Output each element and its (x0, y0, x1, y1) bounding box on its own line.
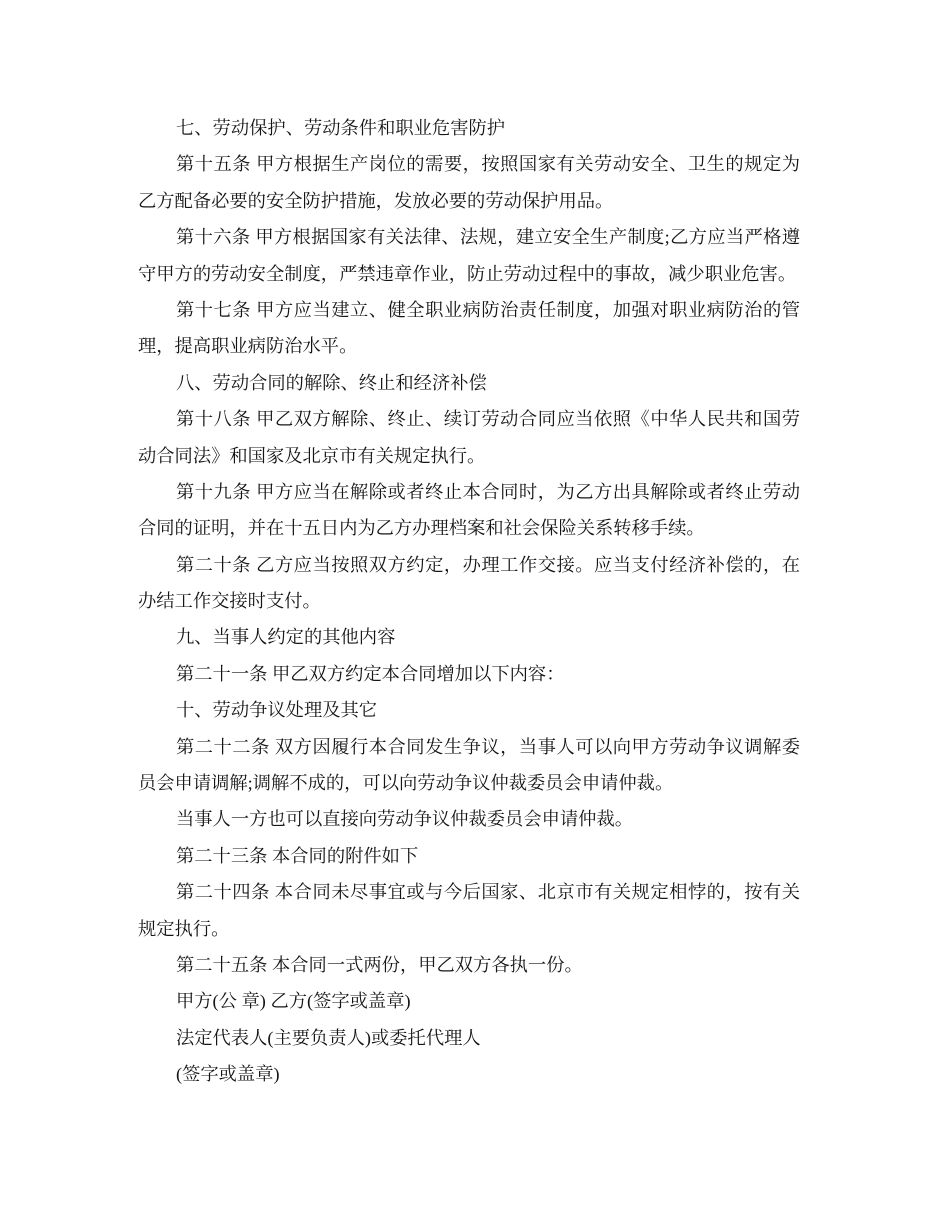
section-heading-8: 八、劳动合同的解除、终止和经济补偿 (176, 372, 487, 393)
document-body (138, 110, 800, 1093)
signature-seal-line: (签字或盖章) (176, 1064, 280, 1085)
clause-16-line-2: 守甲方的劳动安全制度，严禁违章作业，防止劳动过程中的事故，减少职业危害。 (138, 263, 797, 284)
signature-representative-line: 法定代表人(主要负责人)或委托代理人 (176, 1027, 481, 1048)
clause-22-line-1: 第二十二条 双方因履行本合同发生争议，当事人可以向甲方劳动争议调解委 (176, 736, 800, 757)
clause-18-line-1: 第十八条 甲乙双方解除、终止、续订劳动合同应当依照《中华人民共和国劳 (176, 409, 800, 430)
clause-24-line-1: 第二十四条 本合同未尽事宜或与今后国家、北京市有关规定相悖的，按有关 (176, 882, 800, 903)
section-heading-10: 十、劳动争议处理及其它 (176, 700, 378, 721)
clause-21-line-1: 第二十一条 甲乙双方约定本合同增加以下内容： (176, 663, 565, 684)
clause-20-line-1: 第二十条 乙方应当按照双方约定，办理工作交接。应当支付经济补偿的，在 (176, 554, 800, 575)
clause-25-line-1: 第二十五条 本合同一式两份，甲乙双方各执一份。 (176, 954, 583, 975)
clause-17-line-1: 第十七条 甲方应当建立、健全职业病防治责任制度，加强对职业病防治的管 (176, 299, 800, 320)
clause-23-line-1: 第二十三条 本合同的附件如下 (176, 845, 419, 866)
clause-19-line-1: 第十九条 甲方应当在解除或者终止本合同时，为乙方出具解除或者终止劳动 (176, 481, 800, 502)
section-heading-7: 七、劳动保护、劳动条件和职业危害防护 (176, 118, 506, 138)
clause-15-line-2: 乙方配备必要的安全防护措施，发放必要的劳动保护用品。 (138, 190, 614, 211)
clause-20-line-2: 办结工作交接时支付。 (138, 591, 321, 612)
clause-15-line-1: 第十五条 甲方根据生产岗位的需要，按照国家有关劳动安全、卫生的规定为 (176, 154, 800, 175)
clause-24-line-2: 规定执行。 (138, 918, 230, 939)
clause-22-line-2: 员会申请调解;调解不成的，可以向劳动争议仲裁委员会申请仲裁。 (138, 773, 674, 794)
clause-19-line-2: 合同的证明，并在十五日内为乙方办理档案和社会保险关系转移手续。 (138, 518, 705, 539)
signature-parties-line: 甲方(公 章) 乙方(签字或盖章) (176, 991, 411, 1012)
section-heading-9: 九、当事人约定的其他内容 (176, 627, 396, 648)
clause-17-line-2: 理，提高职业病防治水平。 (138, 336, 358, 357)
clause-18-line-2: 动合同法》和国家及北京市有关规定执行。 (138, 445, 486, 466)
clause-16-line-1: 第十六条 甲方根据国家有关法律、法规，建立安全生产制度;乙方应当严格遵 (176, 227, 800, 248)
clause-22-note: 当事人一方也可以直接向劳动争议仲裁委员会申请仲裁。 (176, 809, 634, 830)
